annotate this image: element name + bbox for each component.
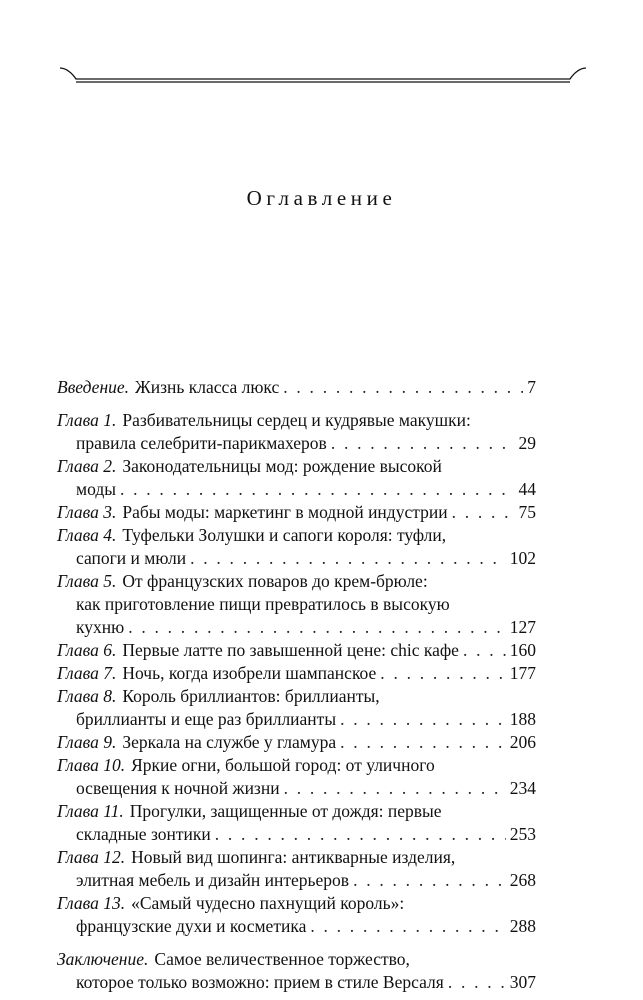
toc-entry — [57, 754, 536, 800]
toc-entry-text: Первые латте по завышенной цене: chic кафе — [122, 640, 459, 660]
toc-entry-label: Глава 6. — [57, 640, 117, 660]
toc-page-number: 253 — [509, 824, 536, 844]
toc-entry-label: Глава 5. — [57, 571, 117, 591]
toc-dot-leader — [215, 823, 506, 846]
toc-entry-continuation-line — [57, 915, 536, 938]
toc-entry-text: освещения к ночной жизни — [76, 778, 280, 798]
toc-dot-leader — [331, 432, 515, 455]
toc-dot-leader — [340, 731, 506, 754]
toc-entry — [57, 376, 536, 399]
toc-entry-label: Глава 1. — [57, 410, 117, 430]
toc-entry-label: Глава 9. — [57, 732, 117, 752]
toc-entry-continuation-line — [57, 971, 536, 994]
toc-page-number: 44 — [518, 479, 536, 499]
toc-entry-continuation-line — [57, 547, 536, 570]
toc-entry-text: сапоги и мюли — [76, 548, 187, 568]
toc-entry — [57, 662, 536, 685]
toc-entry-text: Король бриллиантов: бриллианты, — [122, 686, 380, 706]
toc-entry-first-line — [57, 731, 536, 754]
toc-entry-first-line — [57, 570, 536, 593]
toc-entry-first-line — [57, 948, 536, 971]
toc-entry-first-line — [57, 376, 536, 399]
toc-entry-text: Законодательницы мод: рождение высокой — [122, 456, 442, 476]
toc-entry — [57, 800, 536, 846]
toc-entry — [57, 409, 536, 455]
toc-entry-text: Разбивательницы сердец и кудрявые макушки: — [122, 410, 471, 430]
toc-page-number: 206 — [509, 732, 536, 752]
toc-entry-first-line — [57, 662, 536, 685]
toc-dot-leader — [463, 639, 506, 662]
toc-entry-text: которое только возможно: прием в стиле Версаля — [76, 972, 444, 992]
page-title: Оглавление — [246, 186, 397, 210]
toc-entry-text: Ночь, когда изобрели шампанское — [122, 663, 377, 683]
toc-entry-label: Глава 10. — [57, 755, 126, 775]
toc-page-number: 75 — [518, 502, 536, 522]
toc-dot-leader — [340, 708, 506, 731]
toc-page-number: 127 — [509, 617, 536, 637]
toc-page-number: 7 — [527, 377, 536, 397]
toc-entry-text: Самое величественное торжество, — [154, 949, 410, 969]
toc-entry — [57, 948, 536, 994]
toc-entry-text: Жизнь класса люкс — [135, 377, 280, 397]
toc-entry — [57, 846, 536, 892]
toc-entry — [57, 731, 536, 754]
toc-entry-text: Туфельки Золушки и сапоги короля: туфли, — [122, 525, 447, 545]
toc-dot-leader — [353, 869, 506, 892]
toc-entry-continuation-line — [57, 869, 536, 892]
toc-entry-first-line — [57, 892, 536, 915]
toc-entry-text: французские духи и косметика — [76, 916, 307, 936]
toc-entry-label: Глава 3. — [57, 502, 117, 522]
toc-page-number: 288 — [509, 916, 536, 936]
toc-page-number: 268 — [509, 870, 536, 890]
toc-dot-leader — [190, 547, 506, 570]
toc-entry-first-line — [57, 524, 536, 547]
toc-dot-leader — [448, 971, 506, 994]
toc-entry-label: Глава 4. — [57, 525, 117, 545]
toc-page-number: 234 — [509, 778, 536, 798]
toc-dot-leader — [310, 915, 505, 938]
toc-page-number: 102 — [509, 548, 536, 568]
table-of-contents — [57, 376, 536, 994]
toc-entry-first-line — [57, 455, 536, 478]
toc-entry-first-line — [57, 685, 536, 708]
toc-dot-leader — [128, 616, 506, 639]
toc-entry-text: бриллианты и еще раз бриллианты — [76, 709, 337, 729]
toc-entry — [57, 501, 536, 524]
toc-dot-leader — [283, 376, 523, 399]
toc-entry-continuation-line — [57, 593, 536, 616]
toc-entry-label: Введение. — [57, 377, 130, 397]
toc-page-number: 29 — [518, 433, 536, 453]
toc-entry-continuation-line — [57, 616, 536, 639]
toc-entry-label: Глава 11. — [57, 801, 124, 821]
toc-entry-continuation-line — [57, 478, 536, 501]
toc-entry — [57, 524, 536, 570]
toc-entry-continuation-line — [57, 708, 536, 731]
toc-entry-label: Глава 7. — [57, 663, 117, 683]
toc-entry — [57, 570, 536, 639]
toc-entry-first-line — [57, 409, 536, 432]
toc-entry-continuation-line — [57, 823, 536, 846]
toc-entry-first-line — [57, 501, 536, 524]
header-ornament-rule — [58, 64, 588, 88]
toc-entry-text: Рабы моды: маркетинг в модной индустрии — [122, 502, 448, 522]
toc-page-number: 177 — [509, 663, 536, 683]
toc-entry-text: Яркие огни, большой город: от уличного — [131, 755, 435, 775]
toc-page-number: 160 — [509, 640, 536, 660]
toc-entry-text: Зеркала на службе у гламура — [122, 732, 337, 752]
toc-entry-text: «Самый чудесно пахнущий король»: — [131, 893, 405, 913]
toc-entry-first-line — [57, 800, 536, 823]
toc-dot-leader — [380, 662, 505, 685]
toc-entry-text: складные зонтики — [76, 824, 211, 844]
toc-entry-text: элитная мебель и дизайн интерьеров — [76, 870, 350, 890]
toc-entry-label: Заключение. — [57, 949, 149, 969]
toc-entry-label: Глава 2. — [57, 456, 117, 476]
toc-dot-leader — [284, 777, 506, 800]
toc-entry-first-line — [57, 639, 536, 662]
toc-entry-first-line — [57, 754, 536, 777]
toc-entry-text: Новый вид шопинга: антикварные изделия, — [131, 847, 456, 867]
toc-entry-text: Прогулки, защищенные от дождя: первые — [129, 801, 442, 821]
toc-page-number: 307 — [509, 972, 536, 992]
toc-entry — [57, 892, 536, 938]
toc-entry-text: От французских поваров до крем-брюле: — [122, 571, 428, 591]
toc-dot-leader — [452, 501, 515, 524]
toc-dot-leader — [120, 478, 515, 501]
toc-entry-text: кухню — [76, 617, 125, 637]
toc-entry-text: моды — [76, 479, 116, 499]
toc-entry-label: Глава 12. — [57, 847, 126, 867]
toc-entry-text: как приготовление пищи превратилось в высокую — [76, 594, 450, 614]
toc-entry-first-line — [57, 846, 536, 869]
toc-entry — [57, 639, 536, 662]
toc-entry-label: Глава 13. — [57, 893, 126, 913]
toc-entry-text: правила селебрити-парикмахеров — [76, 433, 327, 453]
toc-entry-label: Глава 8. — [57, 686, 117, 706]
toc-entry — [57, 455, 536, 501]
toc-page-number: 188 — [509, 709, 536, 729]
toc-entry-continuation-line — [57, 777, 536, 800]
toc-entry-continuation-line — [57, 432, 536, 455]
toc-entry — [57, 685, 536, 731]
